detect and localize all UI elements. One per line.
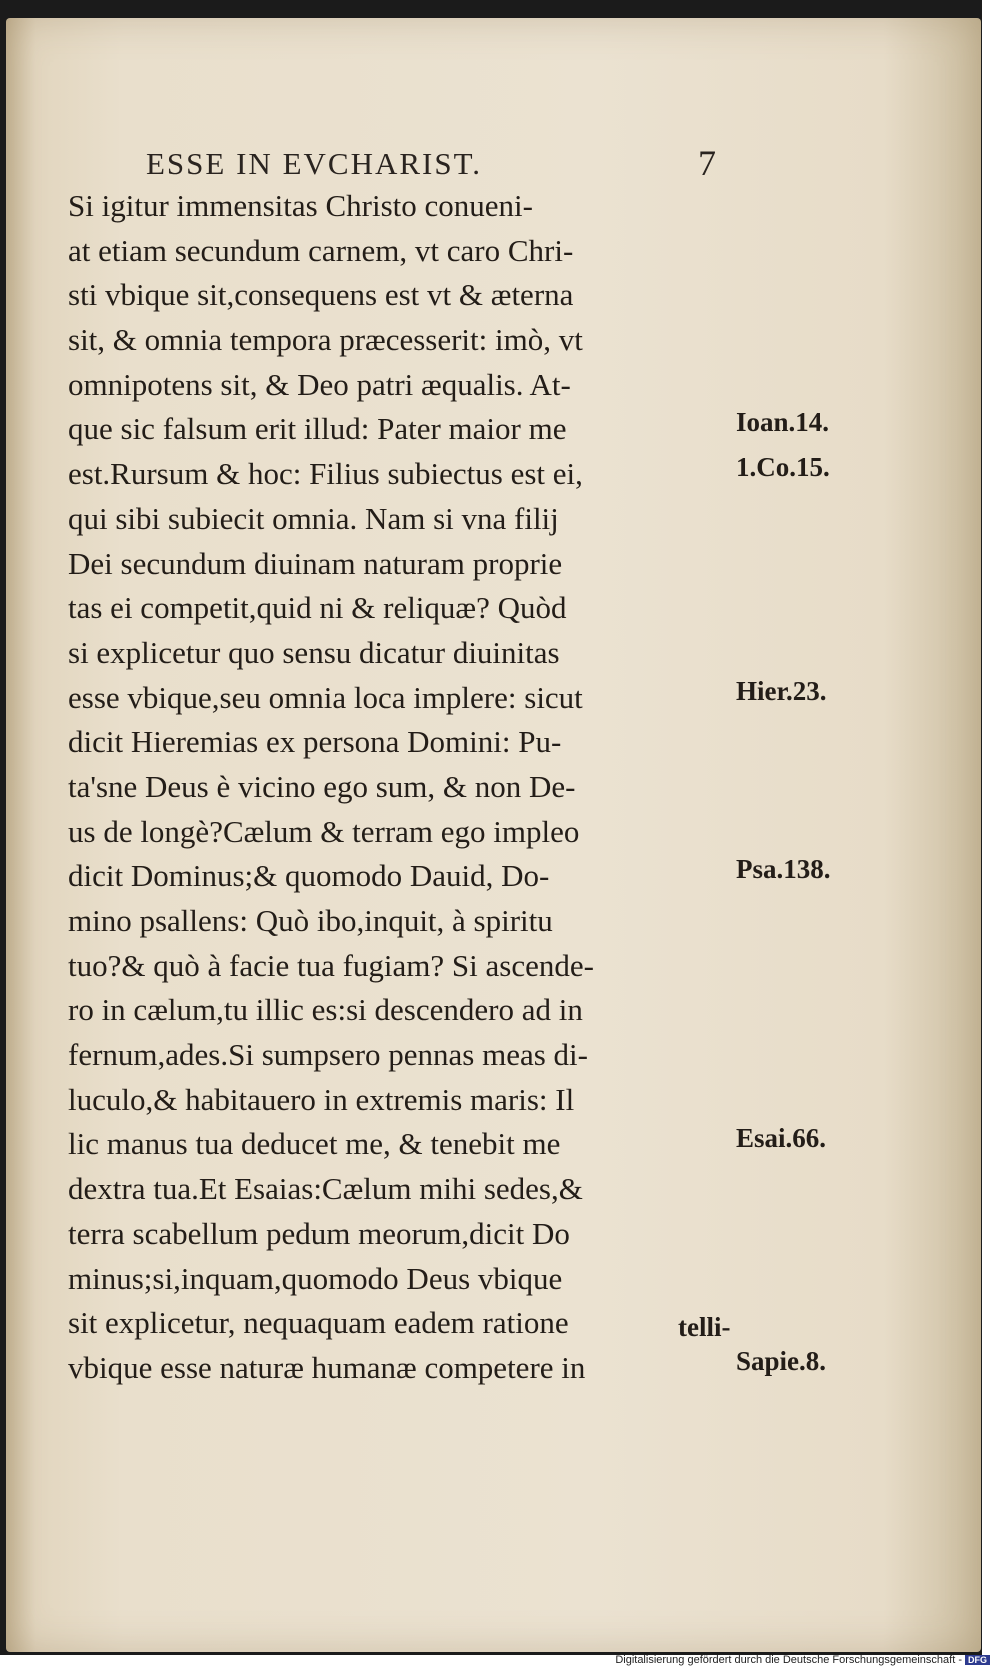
text-line: qui sibi subiecit omnia. Nam si vna filij — [68, 500, 559, 536]
margin-note: Sapie.8. — [736, 1346, 827, 1376]
margin-note: Ioan.14. — [736, 407, 830, 437]
text-line: dicit Hieremias ex persona Domini: Pu- — [68, 724, 562, 760]
text-line: fernum,ades.Si sumpsero pennas meas di- — [68, 1037, 588, 1073]
body-text — [68, 184, 758, 1391]
margin-note: Esai.66. — [736, 1123, 827, 1153]
text-line: omnipotens sit, & Deo patri æqualis. At- — [68, 366, 571, 402]
book-page — [6, 18, 981, 1652]
text-line: Dei secundum diuinam naturam proprie — [68, 545, 563, 581]
digitization-credit — [615, 1654, 990, 1666]
text-line: ro in cælum,tu illic es:si descendero ad in — [68, 992, 583, 1028]
text-line: sti vbique sit,consequens est vt & æterna — [68, 277, 574, 313]
text-line: lic manus tua deducet me, & tenebit me — [68, 1126, 561, 1162]
margin-note: 1.Co.15. — [736, 452, 830, 482]
text-line: us de longè?Cælum & terram ego impleo — [68, 813, 580, 849]
text-line: sit, & omnia tempora præcesserit: imò, vt — [68, 322, 583, 358]
text-line: est.Rursum & hoc: Filius subiectus est ei, — [68, 456, 583, 492]
catchword: telli- — [678, 1312, 731, 1342]
text-line: dextra tua.Et Esaias:Cælum mihi sedes,& — [68, 1171, 583, 1207]
text-line: si explicetur quo sensu dicatur diuinitas — [68, 634, 560, 670]
text-line: vbique esse naturæ humanæ competere in — [68, 1349, 586, 1385]
text-line: tas ei competit,quid ni & reliquæ? Quòd — [68, 590, 567, 626]
text-line: Si igitur immensitas Christo conueni- — [68, 188, 533, 223]
credit-text: Digitalisierung gefördert durch die Deutsche Forschungsgemeinschaft - — [615, 1654, 962, 1666]
text-line: luculo,& habitauero in extremis maris: Il — [68, 1081, 575, 1117]
page-number: 7 — [698, 143, 716, 183]
text-line: minus;si,inquam,quomodo Deus vbique — [68, 1260, 563, 1296]
dfg-logo: DFG — [965, 1655, 990, 1665]
margin-note: Hier.23. — [736, 676, 827, 706]
text-line: mino psallens: Quò ibo,inquit, à spiritu — [68, 903, 553, 938]
margin-note: Psa.138. — [736, 854, 831, 884]
text-line: ta'sne Deus è vicino ego sum, & non De- — [68, 768, 576, 804]
text-line: dicit Dominus;& quomodo Dauid, Do- — [68, 858, 550, 894]
text-line: sit explicetur, nequaquam eadem ratione — [68, 1305, 569, 1341]
text-line: terra scabellum pedum meorum,dicit Do — [68, 1215, 570, 1251]
running-head: ESSE IN EVCHARIST. — [146, 146, 482, 181]
text-line: esse vbique,seu omnia loca implere: sicut — [68, 679, 583, 715]
text-line: que sic falsum erit illud: Pater maior me — [68, 411, 567, 447]
text-line: at etiam secundum carnem, vt caro Chri- — [68, 232, 574, 268]
text-line: tuo?& quò à facie tua fugiam? Si ascende- — [68, 947, 594, 983]
